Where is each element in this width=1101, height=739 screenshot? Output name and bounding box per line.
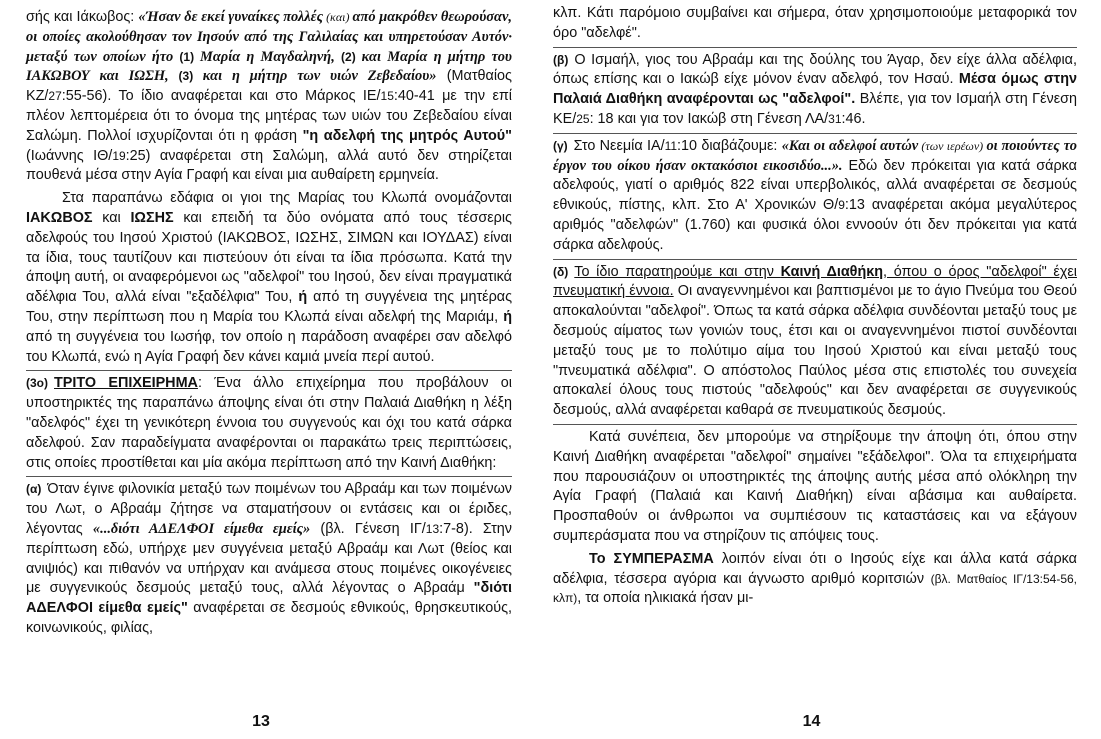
text-span: :13 αναφέρεται ακόμα μεγαλύτερος αριθμός "αδελφών" (1.760) και φυσικά όλοι εννοούν ότι δεν πρόκειται για κατά σάρκα αδελφούς. [553, 197, 1077, 253]
paragraph-third-argument [26, 370, 512, 473]
paragraph-continuation [553, 4, 1077, 44]
quote-span: «Ήσαν δε εκεί γυναίκες πολλές [138, 9, 323, 25]
underlined-text: Το ίδιο παρατηρούμε και στην [574, 263, 781, 280]
chapter-number: 31 [828, 111, 842, 126]
text-span: :10 διαβάζουμε: [677, 137, 782, 154]
page-number-left: 13 [252, 713, 270, 730]
text-span: : Ένα άλλο επιχείρημα που προβάλουν οι υποστηρικτές της παραπάνω άποψης είναι ότι στην Παλαιά Διαθήκη η λέξη "αδελφός" έχει τη γενικότερη έννοια του συγγενούς και όχι του κατά σάρκα αδελφού. Σαν παραδείγματα αναφέρονται οι παρακάτω τρεις περιπτώσεις, στις οποίες προστίθεται και μία ακόμα περίπτωση από την Καινή Διαθήκη: [26, 375, 512, 471]
text-span: Οι αναγεννημένοι και βαπτισμένοι με το άγιο Πνεύμα του Θεού αποκαλούνται "αδελφοί". Όπως τα κατά σάρκα αδέλφια συνδέονται μεταξύ τους με δεσμούς αίματος των γονιών τους, έτσι και οι αναγεννημένοι πιστοί συνδέονται μεταξύ τους με το πολύτιμο αίμα του Ιησού Χριστού και είναι μεταξύ τους "πνευματικά αδέλφια". Ο απόστολος Παύλος μέσα στις επιστολές του συνεχεία αποκαλεί όλους τους πιστούς "αδελφούς" και δεν αναφέρεται σε συγγενικούς δεσμούς, αλλά αναφέρεται καθαρά σε πνευματικούς δεσμούς. [553, 283, 1077, 419]
text-span: Όταν έγινε φιλονικία μεταξύ των ποιμένων του Αβραάμ και των ποιμένων του Λωτ, ο Αβραάμ ζήτησε να σταματήσουν οι εντάσεις και οι έριδες, λέγοντας [26, 481, 512, 537]
text-span: και επειδή τα δύο ονόματα από τους τέσσερις αδελφούς του Ιησού Χριστού (ΙΑΚΩΒΟΣ, ΙΩΣΗΣ, ΣΙΜΩΝ και ΙΟΥΔΑΣ) είναι τα ίδια, τους ταυτίζουν και πιστεύουν ότι είναι τα ίδια πρόσωπα. Κατά την άποψη αυτή, οι αναφερόμενοι ως "αδελφοί" του Ιησού, δεν είναι πραγματικά αδέλφια Του, αλλά είναι "εξαδέλφια" Του, [26, 209, 512, 306]
text-span: αναφέρεται σε δεσμούς εθνικούς, θρησκευτικούς, κοινωνικούς, φιλίας, [26, 600, 513, 636]
chapter-number: 11 [664, 138, 678, 153]
reference-span: (Ματθαίος ΚΖ/ [26, 68, 512, 105]
reference-span: (βλ. Γένεση ΙΓ/ [310, 520, 426, 537]
underlined-bold: Καινή Διαθήκη [780, 263, 884, 280]
bold-phrase: Το ΣΥΜΠΕΡΑΣΜΑ [589, 550, 714, 567]
case-label: (γ) [553, 138, 568, 153]
bold-word: ή [503, 308, 512, 325]
text-span: :25) αναφέρεται στη Σαλώμη, αλλά αυτό δεν στηρίζεται πουθενά μέσα στην Αγία Γραφή και είναι μια αυθαίρετη ερμηνεία. [26, 147, 512, 184]
page-left [0, 0, 522, 739]
text-span: :7-8). Στην περίπτωση εδώ, υπήρχε μεν συγγένεια μεταξύ Αβραάμ και Λωτ (θείος και ανιψιός) και πιθανόν να υπήρχαν και ανάμεσα στους ποιμένες οικογένειες με συγγενικούς δεσμούς μεταξύ τους, αλλά λέγοντας ο Αβραάμ [26, 520, 512, 597]
list-marker: (2) [341, 49, 362, 64]
page-number-right: 14 [802, 713, 821, 730]
paragraph-case-c [553, 133, 1077, 256]
bold-name: ΙΑΚΩΒΟΣ [26, 209, 93, 226]
text-span: Ο Ισμαήλ, γιος του Αβραάμ και της δούλης του Άγαρ, δεν είχε άλλα αδέλφια, όπως επίσης και ο Ιακώβ είχε μόνον έναν αδελφό, τον Ησαύ. [553, 51, 1077, 88]
paragraph-case-a [26, 476, 512, 638]
reference-span: Βλέπε, για τον Ισμαήλ στη Γένεση ΚΕ/ [553, 91, 1077, 127]
paragraph-klopas [26, 189, 512, 367]
text-span: και [92, 209, 131, 226]
quote-span: και η μήτηρ των υιών Ζεβεδαίου» [202, 68, 437, 85]
paragraph-case-b [553, 47, 1077, 130]
text-span: κλπ. Κάτι παρόμοιο συμβαίνει και σήμερα, όταν χρησιμοποιούμε μεταφορικά τον όρο "αδελφέ". [553, 5, 1077, 41]
paragraph-consequence [553, 424, 1077, 547]
text-span: Κατά συνέπεια, δεν μπορούμε να στηρίξουμε την άποψη ότι, όπου στην Καινή Διαθήκη αναφέρεται "αδελφοί" σημαίνει "εξάδελφοι". Όλα τα επιχειρήματα που παρουσιάζουν οι υποστηρικτές της άποψης αυτής μέσα από ολόκληρη την Αγία Γραφή (Παλαιά και Καινή Διαθήκη) είναι αβάσιμα και αυθαίρετα. Προσπαθούν οι άνθρωποι να συμπιέσουν τις καταστάσεις και να εξάγουν συμπεράσματα που να στηρίζουν τις απόψεις τους. [553, 428, 1077, 544]
underlined-text: , όπου ο όρος "αδελφοί" έχει πνευματική έννοια. [553, 263, 1077, 300]
quote-span: Μαρία η Μαγδαληνή, [200, 48, 342, 65]
chapter-number: 15 [380, 89, 394, 104]
bold-phrase: "η αδελφή της μητρός Αυτού" [302, 127, 512, 144]
text-span: :46. [841, 110, 866, 127]
paragraph-case-d [553, 259, 1077, 421]
chapter-number: 25 [576, 111, 590, 126]
text-span: Εδώ δεν πρόκειται για κατά σάρκα αδελφούς, γιατί ο αριθμός 822 είναι υπερβολικός, αλλά αναφέρεται σε δεσμούς εθνικούς, πίστης, κλπ. Στο Α' Χρονικών Θ/ [553, 157, 1077, 214]
chapter-number: 13 [1026, 571, 1040, 586]
quote-span: «Και οι αδελφοί αυτών [781, 137, 919, 154]
reference-span: Στο Νεεμία ΙΑ/ [573, 137, 665, 154]
bold-phrase: "διότι ΑΔΕΛΦΟΙ είμεθα εμείς" [26, 580, 512, 617]
text-span: από τη συγγένεια του Ιωσήφ, τον οποίο η παράδοση αναφέρει σαν αδελφό του Κλωπά, ενώ η Αγία Γραφή δεν κάνει καμιά μνεία περί αυτού. [26, 328, 512, 365]
text-span: Στα παραπάνω εδάφια οι γιοι της Μαρίας του Κλωπά ονομάζονται [62, 190, 512, 207]
quote-span: και Μαρία η μήτηρ του ΙΑΚΩΒΟΥ και ΙΩΣΗ, [26, 48, 512, 85]
chapter-number: 9 [838, 198, 845, 213]
case-label: (δ) [553, 264, 569, 279]
list-marker: (1) [179, 49, 201, 64]
bold-name: ΙΩΣΗΣ [130, 209, 174, 226]
reference-span: : 18 και για τον Ιακώβ στη Γένεση ΛΑ/ [589, 110, 829, 127]
quote-span: οι ποιούντες το έργον του οίκου ήσαν οκτακόσιοι εικοσιδύο...». [553, 137, 1077, 174]
case-label: (α) [26, 482, 42, 497]
text-span: , τα οποία ηλικιακά ήσαν μι- [577, 590, 754, 607]
section-label: (3ο) [26, 376, 48, 391]
reference-span: (βλ. Ματθαίος ΙΓ/ [930, 571, 1027, 586]
text-span: :55-56). Το ίδιο αναφέρεται και στο Μάρκος ΙΕ/ [61, 88, 381, 105]
text-span: λοιπόν είναι ότι ο Ιησούς είχε και άλλα κατά σάρκα αδέλφια, τέσσερα αγόρια και άγνωστο αριθμό κοριτσιών [553, 550, 1077, 587]
text-span: από τη συγγένεια της μητέρας Του, στην περίπτωση που η Μαρία του Κλωπά είναι αδελφή της Μαριάμ, [26, 289, 513, 325]
chapter-number: 19 [112, 148, 126, 163]
case-label: (β) [553, 52, 569, 67]
list-marker: (3) [178, 69, 203, 84]
quote-span: από μακρόθεν θεωρούσαν, οι οποίες ακολούθησαν τον Ιησούν από της Γαλιλαίας και υπηρετούσαν Αυτόν· μεταξύ των οποίων ήτο [26, 9, 512, 65]
text-span: :40-41 με την επί πλέον λεπτομέρεια ότι το όνομα της μητέρας των υιών του Ζεβεδαίου είναι Σαλώμη. Πολλοί ισχυρίζονται ότι η φράση [26, 88, 512, 144]
quote-aside: (και) [322, 10, 353, 24]
bold-word: ή [298, 289, 308, 306]
quote-aside: (των ιερέων) [918, 138, 987, 153]
reference-span: (Ιωάννης ΙΘ/ [26, 147, 113, 164]
page-right [522, 0, 1101, 739]
paragraph-conclusion [553, 550, 1077, 609]
reference-span: :54-56, κλπ) [553, 571, 1077, 606]
quote-span: «...διότι ΑΔΕΛΦΟΙ είμεθα εμείς» [92, 520, 311, 537]
chapter-number: 13 [425, 521, 440, 536]
chapter-number: 27 [48, 89, 62, 104]
section-heading: ΤΡΙΤΟ ΕΠΙΧΕΙΡΗΜΑ [54, 375, 198, 392]
text-span: σής και Ιάκωβος: [26, 9, 139, 25]
bold-phrase: Μέσα όμως στην Παλαιά Διαθήκη αναφέρονται ως "αδελφοί". [553, 71, 1077, 108]
paragraph-salome [26, 8, 512, 186]
